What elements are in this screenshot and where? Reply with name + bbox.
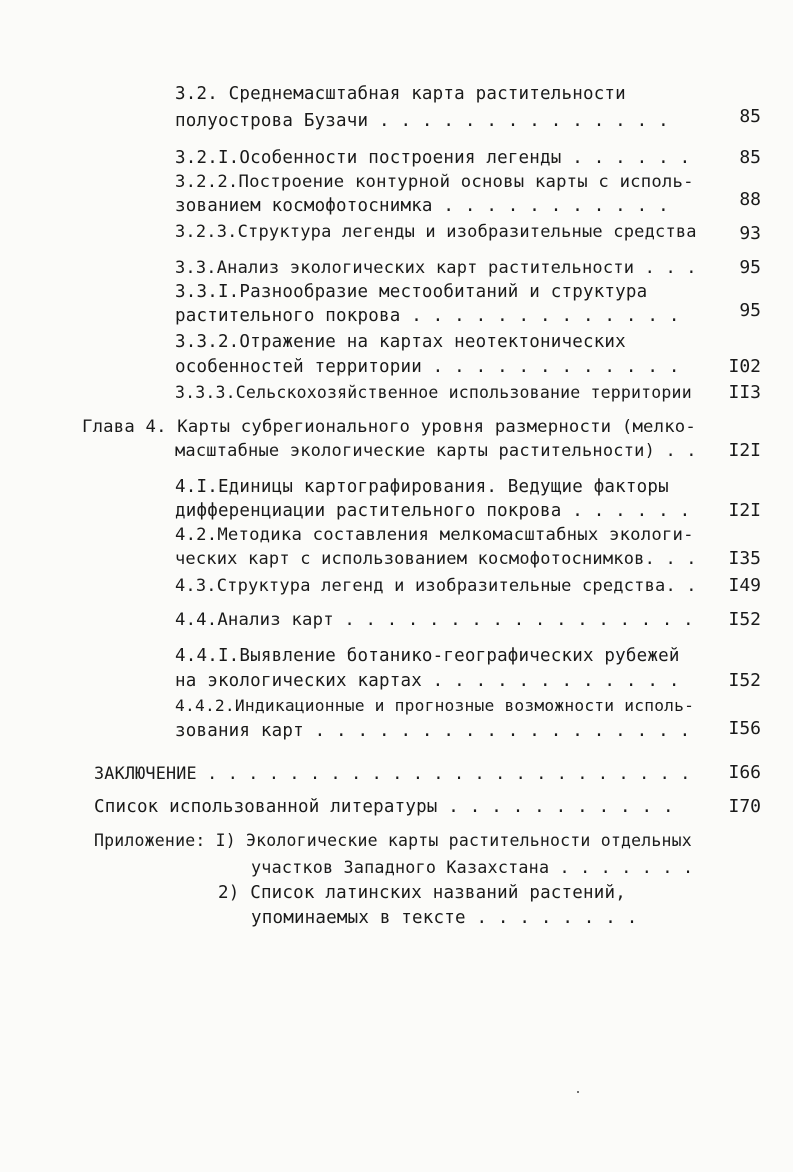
toc-line: дифференциации растительного покрова . . . . . . xyxy=(175,501,691,521)
page-number: 95 xyxy=(739,300,761,321)
toc-line: 4.2.Методика составления мелкомасштабных экологи- xyxy=(175,525,694,545)
appendix-line: участков Западного Казахстана . . . . . . . xyxy=(251,857,694,877)
toc-line: на экологических картах . . . . . . . . . . . . xyxy=(175,671,680,691)
toc-line: 3.3.2.Отражение на картах неотектонических xyxy=(175,332,626,352)
toc-line: полуострова Бузачи . . . . . . . . . . . . . . xyxy=(175,111,669,131)
page-number: I35 xyxy=(728,548,761,569)
toc-line: 4.4.Анализ карт . . . . . . . . . . . . . . . . . xyxy=(175,610,694,630)
toc-line: 4.4.I.Выявление ботанико-географических рубежей xyxy=(175,646,680,666)
chapter-title: Глава 4. Карты субрегионального уровня размерности (мелко- xyxy=(82,417,696,437)
page-number: 85 xyxy=(739,106,761,127)
page-number: I2I xyxy=(728,440,761,461)
toc-line: 3.2.I.Особенности построения легенды . . . . . . xyxy=(175,148,691,168)
page-number: 85 xyxy=(739,147,761,168)
toc-line: 4.3.Структура легенд и изобразительные средства. . xyxy=(175,576,697,596)
toc-line: ческих карт с использованием космофотоснимков. . . xyxy=(175,549,697,569)
toc-line: 3.3.Анализ экологических карт растительности . . . xyxy=(175,258,697,278)
page-number: I56 xyxy=(728,718,761,739)
page-number: 93 xyxy=(739,223,761,244)
toc-line: зованием космофотоснимка . . . . . . . . . . . xyxy=(175,196,669,216)
toc-line: 3.3.3.Сельскохозяйственное использование территории xyxy=(175,383,692,402)
appendix-line: упоминаемых в тексте . . . . . . . . xyxy=(251,908,638,928)
toc-line: 3.3.I.Разнообразие местообитаний и структура xyxy=(175,282,648,302)
page-number: I70 xyxy=(728,796,761,817)
page-number: 95 xyxy=(739,257,761,278)
page-number: I66 xyxy=(728,762,761,783)
page-number: I52 xyxy=(728,609,761,630)
toc-line: особенностей территории . . . . . . . . . . . . xyxy=(175,357,680,377)
scan-speck xyxy=(577,1091,579,1093)
page-number: I02 xyxy=(728,356,761,377)
toc-line: Список использованной литературы . . . . . . . . . . . xyxy=(94,797,674,817)
appendix-line: 2) Список латинских названий растений, xyxy=(218,883,626,903)
page-number: I49 xyxy=(728,575,761,596)
toc-line: 3.2. Среднемасштабная карта растительности xyxy=(175,84,626,104)
page-number: I2I xyxy=(728,500,761,521)
toc-line: 3.2.3.Структура легенды и изобразительные средства xyxy=(175,222,697,242)
toc-line: растительного покрова . . . . . . . . . . . . . xyxy=(175,306,680,326)
page-number: I52 xyxy=(728,670,761,691)
page-number: II3 xyxy=(728,382,761,403)
toc-line: масштабные экологические карты растительности) . . xyxy=(175,441,697,461)
toc-line: зования карт . . . . . . . . . . . . . . . . . . xyxy=(175,721,691,741)
toc-line: 4.4.2.Индикационные и прогнозные возможности исполь- xyxy=(175,696,695,715)
toc-line: 4.I.Единицы картографирования. Ведущие факторы xyxy=(175,477,669,497)
appendix-line: Приложение: I) Экологические карты растительности отдельных xyxy=(94,831,692,850)
toc-line: 3.2.2.Построение контурной основы карты с исполь- xyxy=(175,172,694,192)
toc-line: ЗАКЛЮЧЕНИЕ . . . . . . . . . . . . . . . . . . . . . . . . xyxy=(94,763,691,783)
page-number: 88 xyxy=(739,189,761,210)
